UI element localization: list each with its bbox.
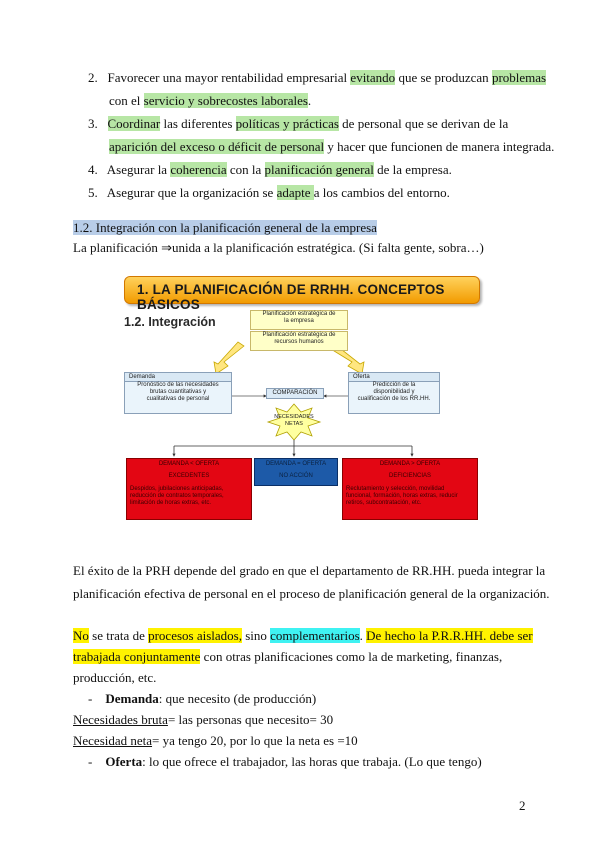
integration-diagram: [116, 270, 484, 532]
bullet-oferta: - Oferta: lo que ofrece el trabajador, las horas que trabaja. (Lo que tengo): [88, 754, 482, 769]
strategic-planning-box: Planificación estratégica de la empresa: [250, 310, 348, 330]
net-needs-line: Necesidad neta= ya tengo 20, por lo que la neta es =10: [73, 733, 358, 748]
section-heading: 1.2. Integración con la planificación general de la empresa: [73, 220, 377, 235]
section-intro: La planificación ⇒unida a la planificación estratégica. (Si falta gente, sobra…): [73, 240, 484, 255]
list-item-3-cont: aparición del exceso o déficit de personal y hacer que funcionen de manera integrada.: [109, 139, 555, 154]
comparison-box: COMPARACIÓN: [266, 388, 324, 399]
diagram-subtitle: 1.2. Integración: [124, 315, 216, 329]
hr-strategic-planning-box: Planificación estratégica de recursos humanos: [250, 331, 348, 351]
page-number: 2: [519, 798, 526, 813]
list-item-4: 4. Asegurar la coherencia con la planificación general de la empresa.: [88, 162, 452, 177]
equilibrium-box: DEMANDA = OFERTA NO ACCIÓN: [254, 458, 338, 486]
supply-box: Oferta Predicción de la disponibilidad y cualificación de los RR.HH.: [348, 372, 440, 414]
paragraph-2-line-3: producción, etc.: [73, 670, 157, 685]
diagram-banner: 1. LA PLANIFICACIÓN DE RRHH. CONCEPTOS BÁSICOS: [124, 276, 480, 304]
list-item-2-cont: con el servicio y sobrecostes laborales.: [109, 93, 312, 108]
gross-needs-line: Necesidades bruta= las personas que necesito= 30: [73, 712, 334, 727]
paragraph-1-line-1: El éxito de la PRH depende del grado en que el departamento de RR.HH. pueda integrar la: [73, 563, 546, 578]
list-item-5: 5. Asegurar que la organización se adapte a los cambios del entorno.: [88, 185, 450, 200]
demand-box: Demanda Pronóstico de las necesidades brutas cuantitativas y cualitativas de personal: [124, 372, 232, 414]
bullet-demanda: - Demanda: que necesito (de producción): [88, 691, 317, 706]
deficiency-box: DEMANDA > OFERTA DEFICIENCIAS Reclutamiento y selección, movilidad funcional, formación, horas extras, reducir retiros, subcontratación, etc.: [342, 458, 478, 520]
list-item-3: 3. Coordinar las diferentes políticas y prácticas de personal que se derivan de la: [88, 116, 509, 131]
surplus-box: DEMANDA < OFERTA EXCEDENTES Despidos, jubilaciones anticipadas, reducción de contratos temporales, limitación de horas extras, etc.: [126, 458, 252, 520]
net-needs-star: NECESIDADES NETAS: [274, 414, 314, 427]
paragraph-2-line-1: No se trata de procesos aislados, sino complementarios. De hecho la P.R.R.HH. debe ser: [73, 628, 533, 643]
list-item-2: 2. Favorecer una mayor rentabilidad empresarial evitando que se produzcan problemas: [88, 70, 547, 85]
paragraph-2-line-2: trabajada conjuntamente con otras planificaciones como la de marketing, finanzas,: [73, 649, 503, 664]
paragraph-1-line-2: planificación efectiva de personal en el proceso de planificación general de la organización.: [73, 586, 550, 601]
